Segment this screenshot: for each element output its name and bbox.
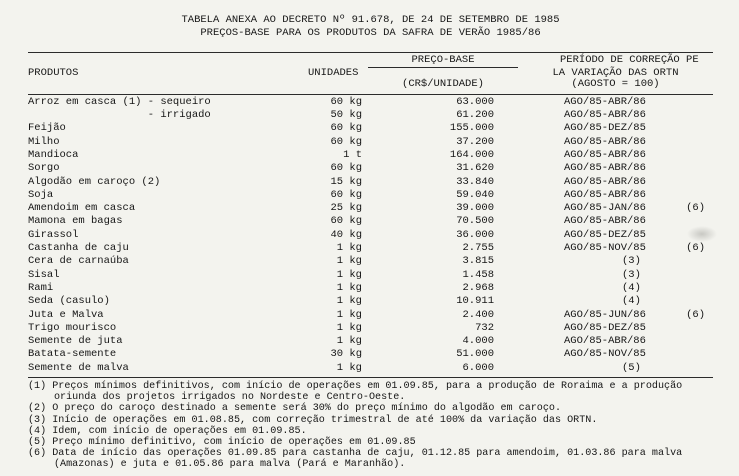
period-text: (3) [622, 268, 641, 281]
price-cell: 37.200 [456, 135, 494, 148]
period-cell [518, 229, 713, 242]
table-row [28, 322, 713, 335]
price-cell: 3.815 [462, 255, 494, 268]
unit-cell: 60 kg [330, 215, 362, 228]
period-cell [518, 202, 713, 215]
table-row [28, 309, 713, 322]
product-cell: Batata-semente [28, 348, 117, 361]
table-row [28, 335, 713, 348]
price-cell: 6.000 [462, 361, 494, 374]
unit-cell: 15 kg [330, 175, 362, 188]
period-cell [518, 189, 713, 202]
price-cell: 2.400 [462, 308, 494, 321]
product-cell: Algodão em caroço (2) [28, 175, 161, 188]
unit-cell: 1 kg [336, 268, 362, 281]
document-title-line2: PREÇOS-BASE PARA OS PRODUTOS DA SAFRA DE VERÃO 1985/86 [200, 27, 541, 39]
period-text: AGO/85-ABR/86 [564, 162, 646, 175]
product-cell: Cera de carnaúba [28, 255, 129, 268]
price-cell: 10.911 [456, 295, 494, 308]
footnote: (2) O preço do caroço destinado a semente será 30% do preço mínimo do algodão em caroço. [28, 403, 562, 415]
unit-cell: 1 kg [336, 321, 362, 334]
unit-cell: 30 kg [330, 348, 362, 361]
period-cell [518, 255, 713, 268]
product-cell: Rami [28, 281, 54, 294]
period-text: AGO/85-JUN/86 [564, 308, 646, 321]
table-row [28, 269, 713, 282]
period-text: AGO/85-ABR/86 [564, 148, 646, 161]
product-cell: Amendoim em casca [28, 202, 136, 215]
period-header-line2: LA VARIAÇÃO DAS ORTN [552, 66, 679, 79]
footnote: (6) Data de início das operações 01.09.85 para castanha de caju, 01.12.85 para amendoim, 01.03.86 para malva (Amazonas) e juta e 01.05.86 para malva (Pará e Maranhão). [28, 448, 683, 471]
table-row [28, 215, 713, 228]
unit-cell: 1 kg [336, 308, 362, 321]
product-cell: Arroz em casca (1) - sequeiro [28, 95, 211, 108]
unit-cell: 50 kg [330, 109, 362, 122]
unit-cell: 1 kg [336, 335, 362, 348]
footnote: (5) Preço mínimo definitivo, com início de operações em 01.09.85 [28, 437, 416, 449]
unit-cell: 1 kg [336, 295, 362, 308]
table-row [28, 122, 713, 135]
unit-cell: 1 kg [336, 242, 362, 255]
period-cell [518, 149, 713, 162]
period-cell [518, 176, 713, 189]
price-cell: 2.755 [462, 242, 494, 255]
product-cell: Mandioca [28, 148, 79, 161]
period-cell [518, 242, 713, 255]
period-text: AGO/85-ABR/86 [564, 335, 646, 348]
period-cell [518, 362, 713, 375]
document-title-line1: TABELA ANEXA AO DECRETO Nº 91.678, DE 24 DE SETEMBRO DE 1985 [181, 14, 560, 26]
period-text: AGO/85-JAN/86 [564, 202, 646, 215]
product-cell: Sorgo [28, 162, 60, 175]
period-text: AGO/85-NOV/85 [564, 348, 646, 361]
period-header-line3: (AGOSTO = 100) [571, 78, 660, 91]
period-cell [518, 335, 713, 348]
unit-cell: 60 kg [330, 188, 362, 201]
table-row [28, 136, 713, 149]
price-cell: 2.968 [462, 281, 494, 294]
price-cell: 61.200 [456, 109, 494, 122]
period-note: (6) [686, 242, 705, 255]
period-text: AGO/85-ABR/86 [564, 109, 646, 122]
product-cell: Milho [28, 135, 60, 148]
product-cell: Seda (casulo) [28, 295, 110, 308]
price-cell: 164.000 [449, 148, 494, 161]
product-cell: Trigo mourisco [28, 321, 117, 334]
table-row [28, 96, 713, 109]
product-cell: Semente de juta [28, 335, 123, 348]
period-text: AGO/85-ABR/86 [564, 175, 646, 188]
price-cell: 33.840 [456, 175, 494, 188]
unit-cell: 60 kg [330, 162, 362, 175]
price-base-header: PREÇO-BASE [368, 55, 518, 68]
table-row [28, 189, 713, 202]
period-cell [518, 309, 713, 322]
period-text: AGO/85-DEZ/85 [564, 321, 646, 334]
product-cell: Mamona em bagas [28, 215, 123, 228]
product-cell: Soja [28, 188, 54, 201]
period-cell [518, 269, 713, 282]
period-text: AGO/85-ABR/86 [564, 95, 646, 108]
table-row [28, 255, 713, 268]
table-row [28, 229, 713, 242]
price-cell: 63.000 [456, 95, 494, 108]
price-cell: 155.000 [449, 122, 494, 135]
products-header: PRODUTOS [28, 66, 79, 79]
unit-cell: 1 kg [336, 361, 362, 374]
period-note: (6) [686, 202, 705, 215]
period-cell [518, 295, 713, 308]
period-text: (4) [622, 281, 641, 294]
price-cell: 36.000 [456, 228, 494, 241]
period-cell [518, 122, 713, 135]
footnotes [28, 381, 713, 471]
unit-cell: 1 kg [336, 255, 362, 268]
period-header-line1: PERÍODO DE CORREÇÃO PE [560, 54, 699, 66]
period-text: AGO/85-ABR/86 [564, 135, 646, 148]
unit-cell: 1 kg [336, 281, 362, 294]
product-cell: Castanha de caju [28, 242, 129, 255]
price-cell: 59.040 [456, 188, 494, 201]
period-text: AGO/85-ABR/86 [564, 188, 646, 201]
table-row [28, 242, 713, 255]
table-row [28, 295, 713, 308]
unit-cell: 1 t [343, 148, 362, 161]
price-cell: 70.500 [456, 215, 494, 228]
table-row [28, 282, 713, 295]
footnote: (1) Preços mínimos definitivos, com início de operações em 01.09.85, para a produção de Roraima e a produção oriunda dos projetos irrigados no Nordeste e Centro-Oeste. [28, 381, 683, 404]
period-cell [518, 348, 713, 361]
price-cell: 39.000 [456, 202, 494, 215]
table-row [28, 109, 713, 122]
header-row-1 [28, 55, 713, 68]
price-cell: 732 [475, 321, 494, 334]
unit-cell: 40 kg [330, 228, 362, 241]
unit-cell: 60 kg [330, 122, 362, 135]
period-cell [518, 136, 713, 149]
period-cell [518, 322, 713, 335]
product-cell: - irrigado [147, 109, 211, 122]
period-text: AGO/85-NOV/85 [564, 242, 646, 255]
footnote: (3) Início de operações em 01.08.85, com correção trimestral de até 100% da variação das ORTN. [28, 414, 598, 426]
table-row [28, 348, 713, 361]
product-cell: Juta e Malva [28, 308, 104, 321]
period-text: AGO/85-ABR/86 [564, 215, 646, 228]
period-text: AGO/85-DEZ/85 [564, 228, 646, 241]
price-cell: 1.458 [462, 268, 494, 281]
product-cell: Feijão [28, 122, 66, 135]
table-row [28, 149, 713, 162]
period-text: (3) [622, 255, 641, 268]
header-row-3 [28, 79, 713, 91]
unit-cell: 60 kg [330, 135, 362, 148]
table-row [28, 202, 713, 215]
period-text: (5) [622, 361, 641, 374]
price-cell: 4.000 [462, 335, 494, 348]
product-cell: Sisal [28, 268, 60, 281]
period-text: (4) [622, 295, 641, 308]
table-header [28, 52, 713, 95]
price-unit-header: (CR$/UNIDADE) [402, 78, 484, 91]
price-table [28, 52, 713, 378]
period-note: (6) [686, 308, 705, 321]
period-cell [518, 162, 713, 175]
product-cell: Semente de malva [28, 361, 129, 374]
units-header: UNIDADES [308, 66, 359, 79]
period-cell [518, 282, 713, 295]
table-row [28, 162, 713, 175]
period-cell [518, 215, 713, 228]
price-cell: 51.000 [456, 348, 494, 361]
period-cell [518, 109, 713, 122]
unit-cell: 60 kg [330, 95, 362, 108]
period-text: AGO/85-DEZ/85 [564, 122, 646, 135]
unit-cell: 25 kg [330, 202, 362, 215]
table-row [28, 176, 713, 189]
product-cell: Girassol [28, 228, 79, 241]
table-row [28, 362, 713, 375]
period-cell [518, 96, 713, 109]
price-cell: 31.620 [456, 162, 494, 175]
table-body [28, 95, 713, 378]
footnote: (4) Idem, com início de operações em 01.09.85. [28, 425, 307, 437]
